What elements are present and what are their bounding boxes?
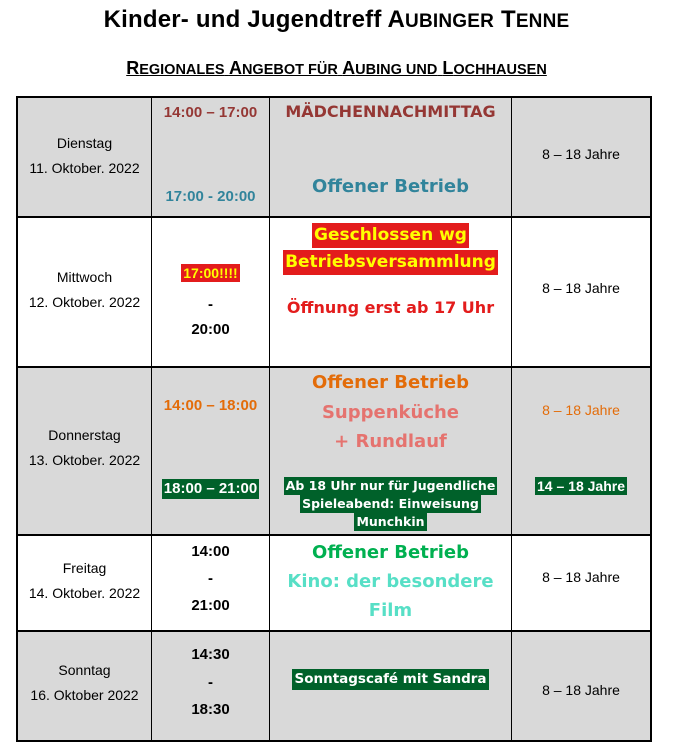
age-range: 8 – 18 Jahre [542, 280, 620, 296]
page-subtitle: REGIONALES ANGEBOT FÜR AUBING UND LOCHHAUSEN [126, 58, 547, 78]
time-end: 21:00 [191, 597, 230, 614]
opening-notice: Öffnung erst ab 17 Uhr [286, 298, 495, 317]
day-cell [18, 98, 152, 216]
age-range-1: 8 – 18 Jahre [542, 402, 620, 418]
day-name: Freitag [62, 560, 107, 576]
time-cell [152, 536, 270, 630]
day-cell [18, 632, 152, 740]
day-name: Dienstag [56, 135, 113, 151]
age-range: 8 – 18 Jahre [542, 682, 620, 698]
day-date: 16. Oktober 2022 [30, 687, 139, 703]
activity-rundlauf: + Rundlauf [334, 431, 447, 452]
day-cell [18, 218, 152, 366]
time-cell [152, 368, 270, 534]
age-cell [512, 98, 650, 216]
closed-notice-line1: Geschlossen wg [312, 223, 469, 248]
activity-offener-betrieb: Offener Betrieb [312, 372, 469, 393]
day-cell [18, 368, 152, 534]
time-end: 18:30 [191, 701, 230, 718]
day-cell [18, 536, 152, 630]
activity-cell [270, 218, 512, 366]
time-slot-1: 14:00 – 18:00 [163, 397, 258, 414]
time-start: 14:30 [191, 646, 230, 663]
time-separator: - [208, 570, 213, 587]
time-slot-2: 17:00 - 20:00 [165, 188, 256, 205]
day-date: 14. Oktober. 2022 [28, 585, 141, 601]
day-date: 12. Oktober. 2022 [28, 294, 141, 310]
table-row-freitag [18, 536, 650, 632]
time-slot-1: 14:00 – 17:00 [163, 104, 258, 121]
time-cell [152, 218, 270, 366]
table-row-donnerstag [18, 368, 650, 536]
time-start-highlight: 17:00!!!! [183, 265, 238, 281]
day-date: 11. Oktober. 2022 [29, 160, 140, 176]
closed-notice-line2: Betriebsversammlung [283, 250, 498, 275]
age-cell [512, 218, 650, 366]
age-range: 8 – 18 Jahre [542, 146, 620, 162]
schedule-table [16, 96, 652, 742]
time-start: 14:00 [191, 543, 230, 560]
youth-notice-line2: Spieleabend: Einweisung [302, 496, 479, 511]
table-row-mittwoch [18, 218, 650, 368]
time-cell [152, 632, 270, 740]
table-row-sonntag [18, 632, 650, 740]
day-name: Mittwoch [56, 269, 113, 285]
day-name: Donnerstag [48, 427, 121, 443]
activity-maedchennachmittag: MÄDCHENNACHMITTAG [285, 102, 496, 121]
activity-offener-betrieb: Offener Betrieb [312, 176, 469, 197]
activity-suppenkueche: Suppenküche [321, 402, 460, 423]
time-cell [152, 98, 270, 216]
activity-cell [270, 536, 512, 630]
day-name: Sonntag [58, 662, 111, 678]
age-cell [512, 536, 650, 630]
activity-kino-line2: Film [368, 600, 413, 621]
time-slot-2: 18:00 – 21:00 [163, 480, 258, 497]
time-separator: - [208, 296, 213, 313]
time-separator: - [208, 674, 213, 691]
activity-cell [270, 368, 512, 534]
activity-kino-line1: Kino: der besondere [287, 571, 494, 592]
time-end: 20:00 [191, 321, 230, 338]
age-range: 8 – 18 Jahre [542, 569, 620, 585]
day-date: 13. Oktober. 2022 [28, 452, 141, 468]
activity-sonntagscafe: Sonntagscafé mit Sandra [292, 669, 488, 690]
age-cell [512, 632, 650, 740]
age-range-2: 14 – 18 Jahre [537, 478, 625, 494]
youth-notice-line1: Ab 18 Uhr nur für Jugendliche [285, 478, 496, 493]
table-row-dienstag [18, 98, 650, 218]
activity-cell [270, 98, 512, 216]
age-cell [512, 368, 650, 534]
page-title: Kinder- und Jugendtreff AUBINGER TENNE [103, 6, 570, 33]
activity-cell [270, 632, 512, 740]
activity-offener-betrieb: Offener Betrieb [312, 542, 469, 563]
youth-notice-line3: Munchkin [356, 514, 425, 529]
